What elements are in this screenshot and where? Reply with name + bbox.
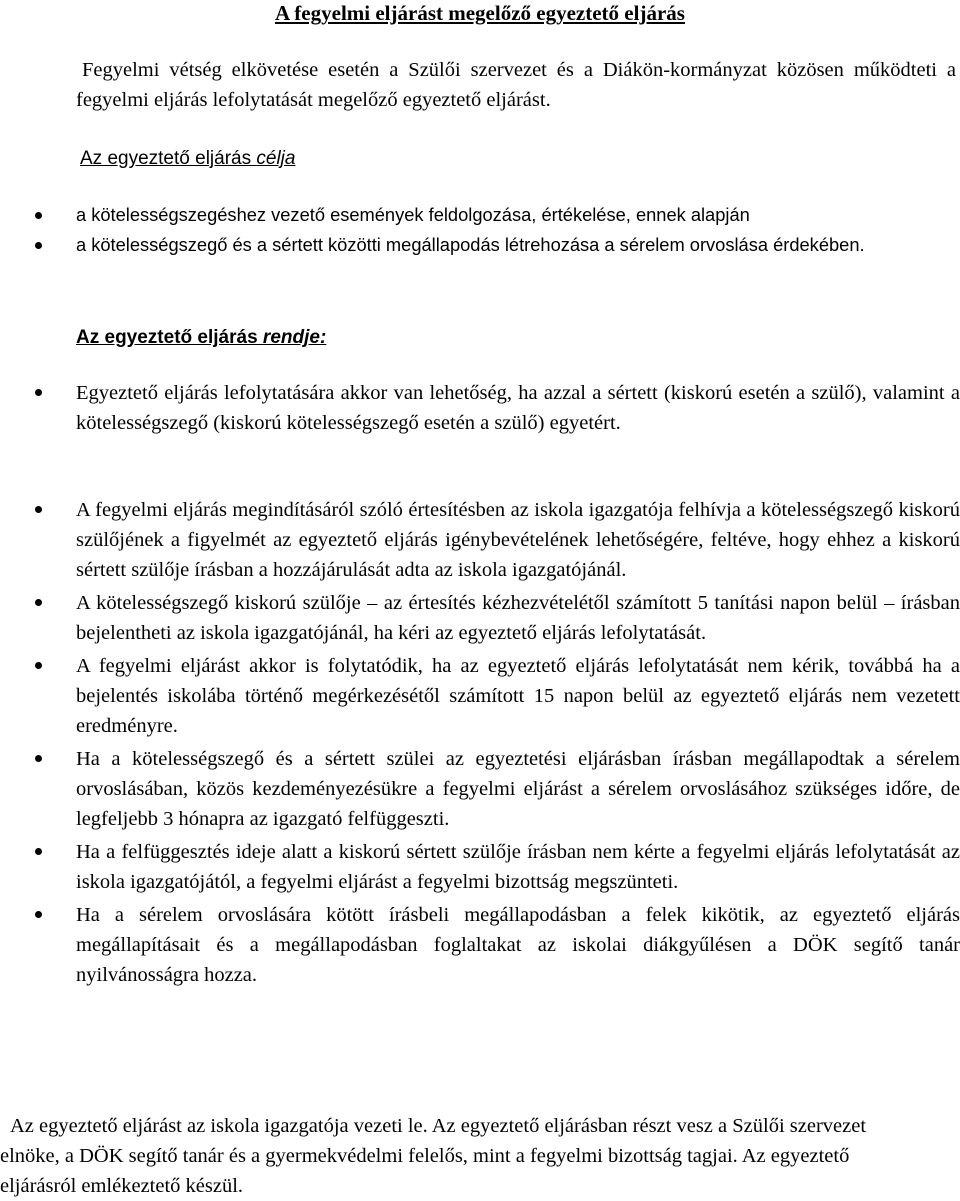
closing-paragraph: Az egyeztető eljárást az iskola igazgatója vezeti le. Az egyeztető eljárásban részt vesz a Szülői szervezet elnöke, a DÖK segítő tanár és a gyermekvédelmi felelős, mint a fegyelmi bizottság tagjai. Az egyeztető eljárásról emlékeztető készül. [0, 1115, 867, 1197]
goal-list [0, 200, 925, 260]
bullet-icon [35, 911, 42, 918]
order-list-main [0, 495, 960, 993]
list-item [0, 588, 960, 648]
list-item [0, 900, 960, 990]
bullet-icon [35, 755, 42, 762]
order-heading-prefix: Az egyeztető eljárás [76, 327, 263, 348]
document-title: A fegyelmi eljárást megelőző egyeztető eljárás [275, 1, 685, 25]
bullet-icon [35, 599, 42, 606]
bullet-icon [35, 506, 42, 513]
list-item-text: A fegyelmi eljárás megindításáról szóló értesítésben az iskola igazgatója felhívja a kötelességszegő kiskorú szülőjének a figyelmét az egyeztető eljárás igénybevételének lehetőségére, feltéve, hogy ehhez a kiskorú sértett szülője írásban a hozzájárulását adta az iskola igazgatójánál. [76, 499, 960, 581]
list-item-text: Ha a kötelességszegő és a sértett szülei az egyeztetési eljárásban írásban megállapodtak a sérelem orvoslásában, közös kezdeményezésükre a fegyelmi eljárást a sérelem orvoslásához szükséges időre, de legfeljebb 3 hónapra az igazgató felfüggeszti. [76, 748, 960, 830]
list-item [0, 230, 925, 260]
bullet-icon [35, 242, 42, 249]
list-item-text: Ha a felfüggesztés ideje alatt a kiskorú sértett szülője írásban nem kérte a fegyelmi eljárás lefolytatását az iskola igazgatójától, a fegyelmi eljárást a fegyelmi bizottság megszünteti. [76, 841, 960, 893]
list-item [0, 651, 960, 741]
bullet-icon [35, 212, 42, 219]
bullet-icon [35, 662, 42, 669]
bullet-icon [35, 848, 42, 855]
intro-paragraph: Fegyelmi vétség elkövetése esetén a Szülői szervezet és a Diákön-kormányzat közösen működteti a fegyelmi eljárás lefolytatását megelőző egyeztető eljárást. [76, 59, 956, 111]
order-list-first [0, 378, 960, 438]
list-item [0, 495, 960, 585]
list-item [0, 378, 960, 438]
bullet-icon [35, 389, 42, 396]
list-item-text: A kötelességszegő kiskorú szülője – az értesítés kézhezvételétől számított 5 tanítási napon belül – írásban bejelentheti az iskola igazgatójánál, ha kéri az egyeztető eljárás lefolytatását. [76, 592, 960, 644]
list-item-text: Egyeztető eljárás lefolytatására akkor van lehetőség, ha azzal a sértett (kiskorú esetén a szülő), valamint a kötelességszegő (kiskorú kötelességszegő esetén a szülő) egyetért. [76, 382, 960, 434]
list-item-text: a kötelességszegő és a sértett közötti megállapodás létrehozása a sérelem orvoslása érdekében. [76, 234, 865, 255]
list-item-text: Ha a sérelem orvoslására kötött írásbeli megállapodásban a felek kikötik, az egyeztető eljárás megállapításait és a megállapodásban foglaltakat az iskolai diákgyűlésen a DÖK segítő tanár nyilvánosságra hozza. [76, 904, 960, 986]
goal-heading-prefix: Az egyeztető eljárás [80, 148, 257, 169]
list-item-text: a kötelességszegéshez vezető események feldolgozása, értékelése, ennek alapján [76, 204, 750, 225]
order-heading [76, 323, 326, 353]
list-item [0, 837, 960, 897]
list-item-text: A fegyelmi eljárást akkor is folytatódik, ha az egyeztető eljárás lefolytatását nem kérik, továbbá ha a bejelentés iskolába történő megérkezésétől számított 15 napon belül az egyeztető eljárás nem vezetett eredményre. [76, 655, 960, 737]
list-item [0, 200, 925, 230]
goal-heading-emphasis: célja [256, 148, 296, 169]
goal-heading [80, 144, 295, 174]
list-item [0, 744, 960, 834]
order-heading-emphasis: rendje: [262, 327, 327, 348]
